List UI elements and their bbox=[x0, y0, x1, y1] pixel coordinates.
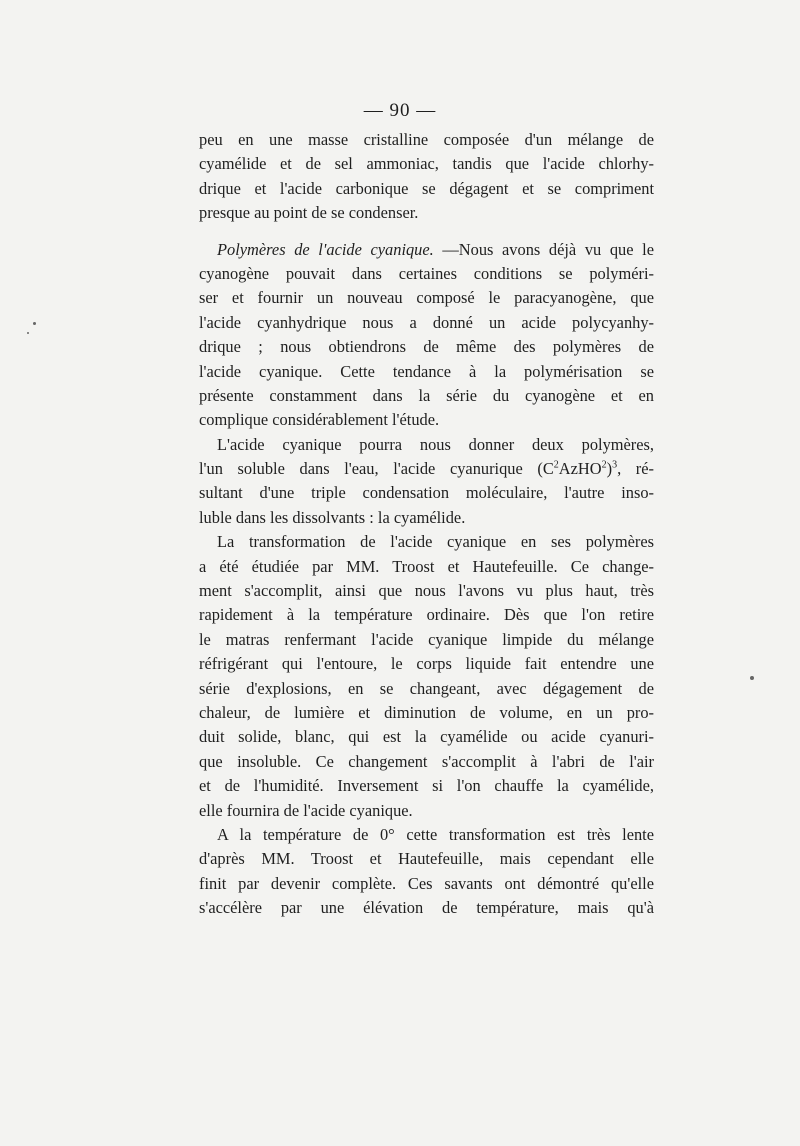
text-line bbox=[199, 433, 654, 457]
line-text: chaleur, de lumière et diminution de volume, en un pro- bbox=[199, 702, 654, 722]
text-line bbox=[199, 335, 654, 359]
line-text: drique et l'acide carbonique se dégagent et se compriment bbox=[199, 178, 654, 198]
scan-speck bbox=[750, 676, 754, 680]
text-line bbox=[199, 750, 654, 774]
line-text: L'acide cyanique pourra nous donner deux polymères, bbox=[217, 434, 654, 454]
text-line bbox=[199, 238, 654, 262]
line-text: A la température de 0° cette transformation est très lente bbox=[217, 824, 654, 844]
line-text: sultant d'une triple condensation moléculaire, l'autre inso- bbox=[199, 483, 654, 503]
formula-part: AzHO bbox=[558, 459, 602, 479]
line-text: finit par devenir complète. Ces savants ont démontré qu'elle bbox=[199, 873, 654, 893]
text-line bbox=[199, 872, 654, 896]
superscript: 3 bbox=[612, 459, 618, 471]
line-text: l'un soluble dans l'eau, l'acide cyanurique (C bbox=[199, 459, 554, 479]
text-line bbox=[199, 579, 654, 603]
line-text: présente constamment dans la série du cyanogène et en bbox=[199, 385, 654, 405]
section-heading: Polymères de l'acide cyanique. bbox=[217, 239, 434, 259]
line-text: que insoluble. Ce changement s'accomplit à l'abri de l'air bbox=[199, 751, 654, 771]
line-text: peu en une masse cristalline composée d'un mélange de bbox=[199, 130, 654, 149]
line-text: duit solide, blanc, qui est la cyamélide ou acide cyanuri- bbox=[199, 727, 654, 747]
line-text: rapidement à la température ordinaire. Dès que l'on retire bbox=[199, 605, 654, 625]
text-line bbox=[199, 152, 654, 176]
line-text: l'acide cyanique. Cette tendance à la polymérisation se bbox=[199, 361, 654, 381]
text-line bbox=[199, 311, 654, 335]
line-text: elle fournira de l'acide cyanique. bbox=[199, 800, 413, 820]
text-line bbox=[199, 896, 654, 920]
line-text: , ré- bbox=[617, 459, 654, 479]
scan-speck bbox=[33, 322, 36, 325]
text-line bbox=[199, 201, 654, 225]
superscript: 2 bbox=[553, 459, 559, 471]
line-text: l'acide cyanhydrique nous a donné un acide polycyanhy- bbox=[199, 312, 654, 332]
page-number: — 90 — bbox=[363, 100, 437, 121]
line-text: le matras renfermant l'acide cyanique limpide du mélange bbox=[199, 629, 654, 649]
line-text: et de l'humidité. Inversement si l'on chauffe la cyamélide, bbox=[199, 776, 654, 796]
text-line bbox=[199, 128, 654, 152]
line-text: s'accélère par une élévation de température, mais qu'à bbox=[199, 898, 654, 918]
text-line bbox=[199, 408, 654, 432]
text-line bbox=[199, 652, 654, 676]
text-line bbox=[199, 847, 654, 871]
line-text: —Nous avons déjà vu que le bbox=[433, 239, 654, 259]
text-line bbox=[199, 530, 654, 554]
line-text: série d'explosions, en se changeant, avec dégagement de bbox=[199, 678, 654, 698]
text-line bbox=[199, 603, 654, 627]
text-line bbox=[199, 701, 654, 725]
text-line bbox=[199, 177, 654, 201]
text-line bbox=[199, 360, 654, 384]
text-line bbox=[199, 481, 654, 505]
line-text: réfrigérant qui l'entoure, le corps liquide fait entendre une bbox=[199, 654, 654, 674]
superscript: 2 bbox=[601, 459, 607, 471]
text-line bbox=[199, 677, 654, 701]
text-line bbox=[199, 799, 654, 823]
line-text: presque au point de se condenser. bbox=[199, 203, 419, 223]
line-text: La transformation de l'acide cyanique en ses polymères bbox=[217, 532, 654, 552]
line-text: cyamélide et de sel ammoniac, tandis que l'acide chlorhy- bbox=[199, 154, 654, 174]
text-line bbox=[199, 384, 654, 408]
text-line bbox=[199, 628, 654, 652]
body-text bbox=[199, 128, 654, 921]
text-line bbox=[199, 286, 654, 310]
text-line bbox=[199, 262, 654, 286]
text-line bbox=[199, 506, 654, 530]
text-line bbox=[199, 725, 654, 749]
text-line bbox=[199, 555, 654, 579]
line-text: ment s'accomplit, ainsi que nous l'avons vu plus haut, très bbox=[199, 581, 654, 601]
line-text: ser et fournir un nouveau composé le paracyanogène, que bbox=[199, 288, 654, 308]
line-text: d'après MM. Troost et Hautefeuille, mais cependant elle bbox=[199, 849, 654, 869]
formula-part: ) bbox=[606, 459, 613, 479]
line-text: a été étudiée par MM. Troost et Hautefeuille. Ce change- bbox=[199, 556, 654, 576]
line-text: drique ; nous obtiendrons de même des polymères de bbox=[199, 337, 654, 357]
line-text: luble dans les dissolvants : la cyamélide. bbox=[199, 507, 466, 527]
text-line bbox=[199, 774, 654, 798]
line-text: cyanogène pouvait dans certaines conditions se polyméri- bbox=[199, 263, 654, 283]
text-line bbox=[199, 457, 654, 481]
scan-speck bbox=[27, 332, 29, 334]
line-text: complique considérablement l'étude. bbox=[199, 410, 440, 430]
text-line bbox=[199, 823, 654, 847]
